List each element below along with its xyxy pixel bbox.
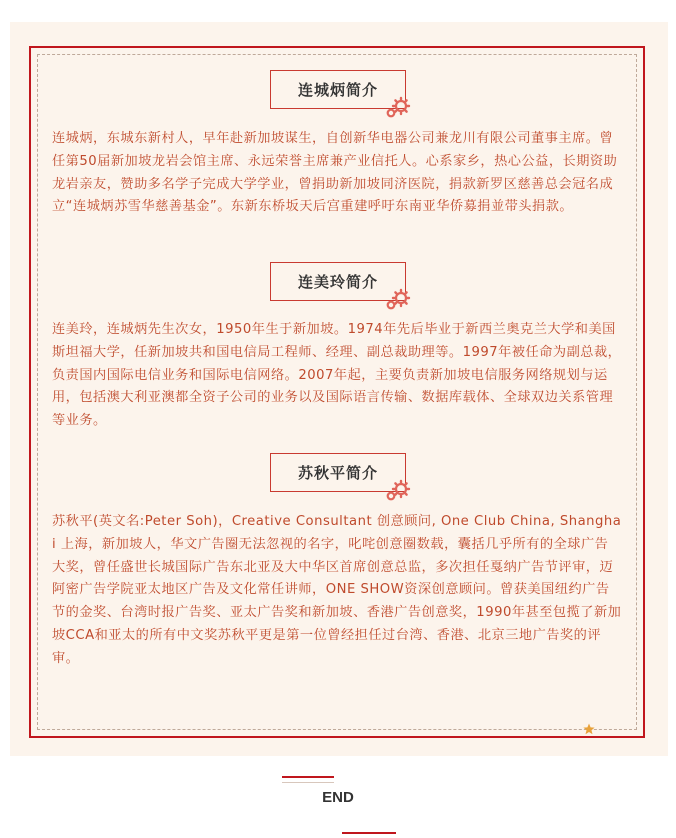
end-label: END <box>322 789 354 806</box>
section-text-lian-meiling: 连美玲，连城炳先生次女，1950年生于新加坡。1974年先后毕业于新西兰奥克兰大学和美国斯坦福大学，任新加坡共和国电信局工程师、经理、副总裁助理等。1997年被任命为副总裁，负责国内国际电信业务和国际电信网络。2007年起，主要负责新加坡电信服务网络规划与运用，包括澳大利亚澳都全资子公司的业务以及国际语言传输、数据库载体、全球双边关系管理等业务。 <box>52 322 622 429</box>
section-heading-su-qiuping <box>270 453 406 492</box>
section-heading-label: 连城炳简介 <box>297 81 378 99</box>
gears-icon <box>385 479 411 503</box>
section-heading-label: 连美玲简介 <box>297 273 378 291</box>
section-text-su-qiuping: 苏秋平(英文名:Peter Soh)，Creative Consultant 创意顾问, One Club China, Shanghai 上海，新加坡人，华文广告圈无法忽视的名字，叱咤创意圈数载，囊括几乎所有的全球广告大奖，曾任盛世长城国际广告东北亚及大中华区首席创意总监，多次担任戛纳广告节评审，迈阿密广告学院亚太地区广告及文化常任讲师，ONE SHOW资深创意顾问。曾获美国纽约广告节的金奖、台湾时报广告奖、亚太广告奖和新加坡、香港广告创意奖，1990年甚至包揽了新加坡CCA和亚太的所有中文奖苏秋平更是第一位曾经担任过台湾、香港、北京三地广告奖的评审。 <box>52 514 622 666</box>
gears-icon <box>385 96 411 120</box>
end-divider-top-shadow <box>282 782 334 783</box>
section-text-lian-chengbing: 连城炳，东城东新村人，早年赴新加坡谋生，自创新华电器公司兼龙川有限公司董事主席。曾任第50届新加坡龙岩会馆主席、永远荣誉主席兼产业信托人。心系家乡，热心公益，长期资助龙岩亲友，赞助多名学子完成大学学业，曾捐助新加坡同济医院，捐款新罗区慈善总会冠名成立“连城炳苏雪华慈善基金”。东新东桥坂天后宫重建呼吁东南亚华侨募捐並带头捐款。 <box>52 131 618 215</box>
end-divider-bottom <box>342 832 396 834</box>
star-icon <box>583 723 595 735</box>
section-heading-lian-chengbing <box>270 70 406 109</box>
section-heading-lian-meiling <box>270 262 406 301</box>
end-divider-top <box>282 776 334 778</box>
section-heading-label: 苏秋平简介 <box>297 464 378 482</box>
gears-icon <box>385 288 411 312</box>
